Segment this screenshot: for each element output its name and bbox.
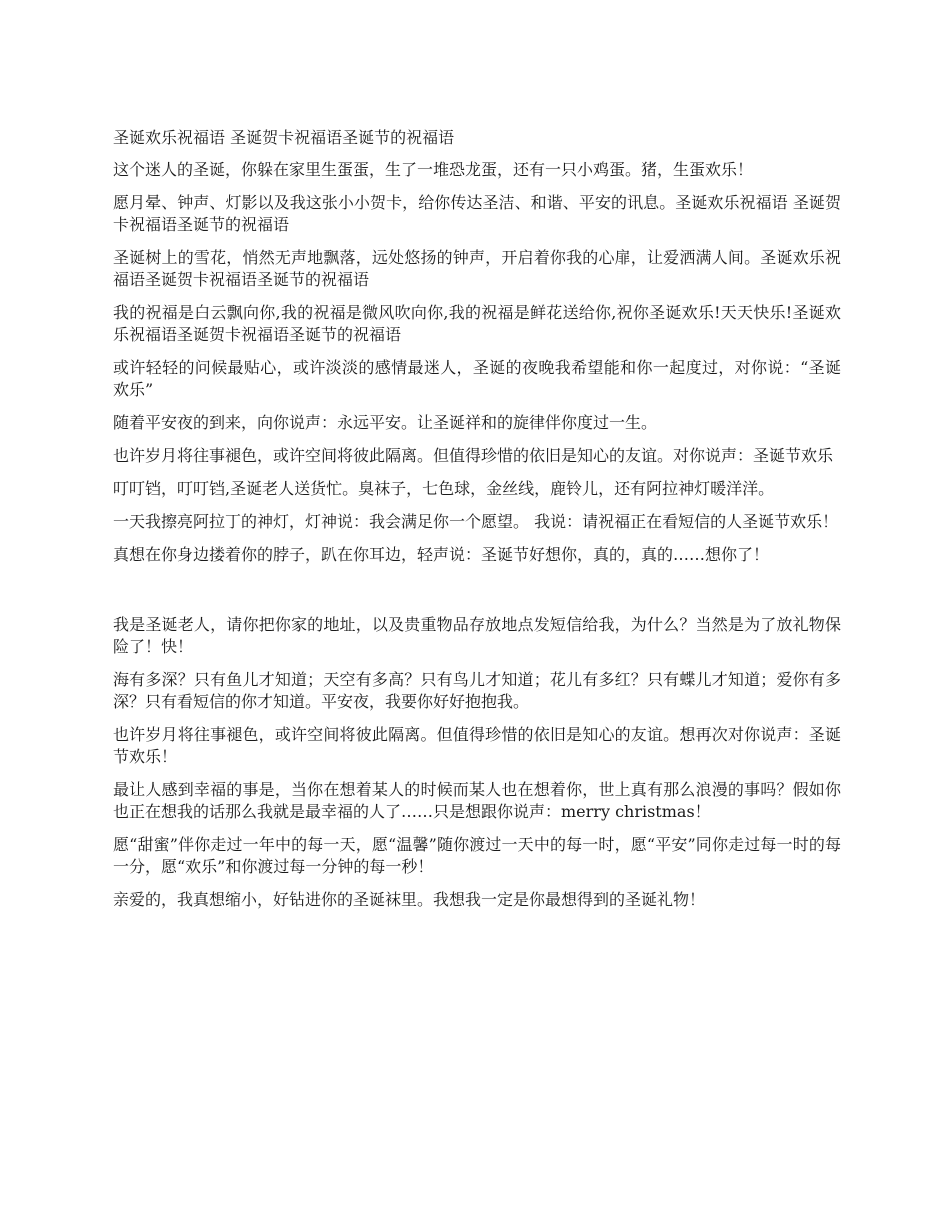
paragraph: 随着平安夜的到来，向你说声：永远平安。让圣诞祥和的旋律伴你度过一生。 bbox=[113, 413, 658, 432]
paragraph: 圣诞树上的雪花，悄然无声地飘落，远处悠扬的钟声，开启着你我的心扉，让爱洒满人间。圣诞欢乐祝福语圣诞贺卡祝福语圣诞节的祝福语 bbox=[113, 248, 841, 289]
blank-gap bbox=[113, 577, 841, 614]
paragraph: 叮叮铛，叮叮铛,圣诞老人送货忙。臭袜子，七色球，金丝线，鹿铃儿，还有阿拉神灯暖洋洋。 bbox=[113, 479, 775, 498]
document-body bbox=[113, 127, 841, 922]
paragraph: 也许岁月将往事褪色，或许空间将彼此隔离。但值得珍惜的依旧是知心的友谊。对你说声：圣诞节欢乐 bbox=[113, 446, 834, 465]
paragraph: 真想在你身边搂着你的脖子，趴在你耳边，轻声说：圣诞节好想你，真的，真的……想你了！ bbox=[113, 545, 770, 564]
paragraph: 也许岁月将往事褪色，或许空间将彼此隔离。但值得珍惜的依旧是知心的友谊。想再次对你说声：圣诞节欢乐！ bbox=[113, 725, 841, 766]
paragraph: 这个迷人的圣诞，你躲在家里生蛋蛋，生了一堆恐龙蛋，还有一只小鸡蛋。猪，生蛋欢乐！ bbox=[113, 160, 754, 179]
paragraph: 或许轻轻的问候最贴心，或许淡淡的感情最迷人，圣诞的夜晚我希望能和你一起度过，对你说：“圣诞欢乐” bbox=[113, 358, 841, 399]
paragraph: 海有多深？只有鱼儿才知道；天空有多高？只有鸟儿才知道；花儿有多红？只有蝶儿才知道；爱你有多深？只有看短信的你才知道。平安夜，我要你好好抱抱我。 bbox=[113, 670, 841, 711]
paragraph: 一天我擦亮阿拉丁的神灯，灯神说：我会满足你一个愿望。 我说：请祝福正在看短信的人圣诞节欢乐！ bbox=[113, 512, 839, 531]
paragraph: 我是圣诞老人，请你把你家的地址，以及贵重物品存放地点发短信给我，为什么？当然是为了放礼物保险了！快！ bbox=[113, 615, 841, 656]
paragraph: 愿月晕、钟声、灯影以及我这张小小贺卡，给你传达圣洁、和谐、平安的讯息。圣诞欢乐祝福语 圣诞贺卡祝福语圣诞节的祝福语 bbox=[113, 193, 841, 234]
paragraph: 最让人感到幸福的事是，当你在想着某人的时候而某人也在想着你，世上真有那么浪漫的事吗？假如你也正在想我的话那么我就是最幸福的人了……只是想跟你说声：merry christmas！ bbox=[113, 780, 841, 821]
paragraph: 亲爱的，我真想缩小，好钻进你的圣诞袜里。我想我一定是你最想得到的圣诞礼物！ bbox=[113, 890, 706, 909]
paragraph: 我的祝福是白云飘向你,我的祝福是微风吹向你,我的祝福是鲜花送给你,祝你圣诞欢乐!天天快乐!圣诞欢乐祝福语圣诞贺卡祝福语圣诞节的祝福语 bbox=[113, 303, 841, 344]
paragraph: 愿“甜蜜”伴你走过一年中的每一天，愿“温馨”随你渡过一天中的每一时，愿“平安”同你走过每一时的每一分，愿“欢乐”和你渡过每一分钟的每一秒！ bbox=[113, 835, 841, 876]
document-title: 圣诞欢乐祝福语 圣诞贺卡祝福语圣诞节的祝福语 bbox=[113, 128, 455, 147]
